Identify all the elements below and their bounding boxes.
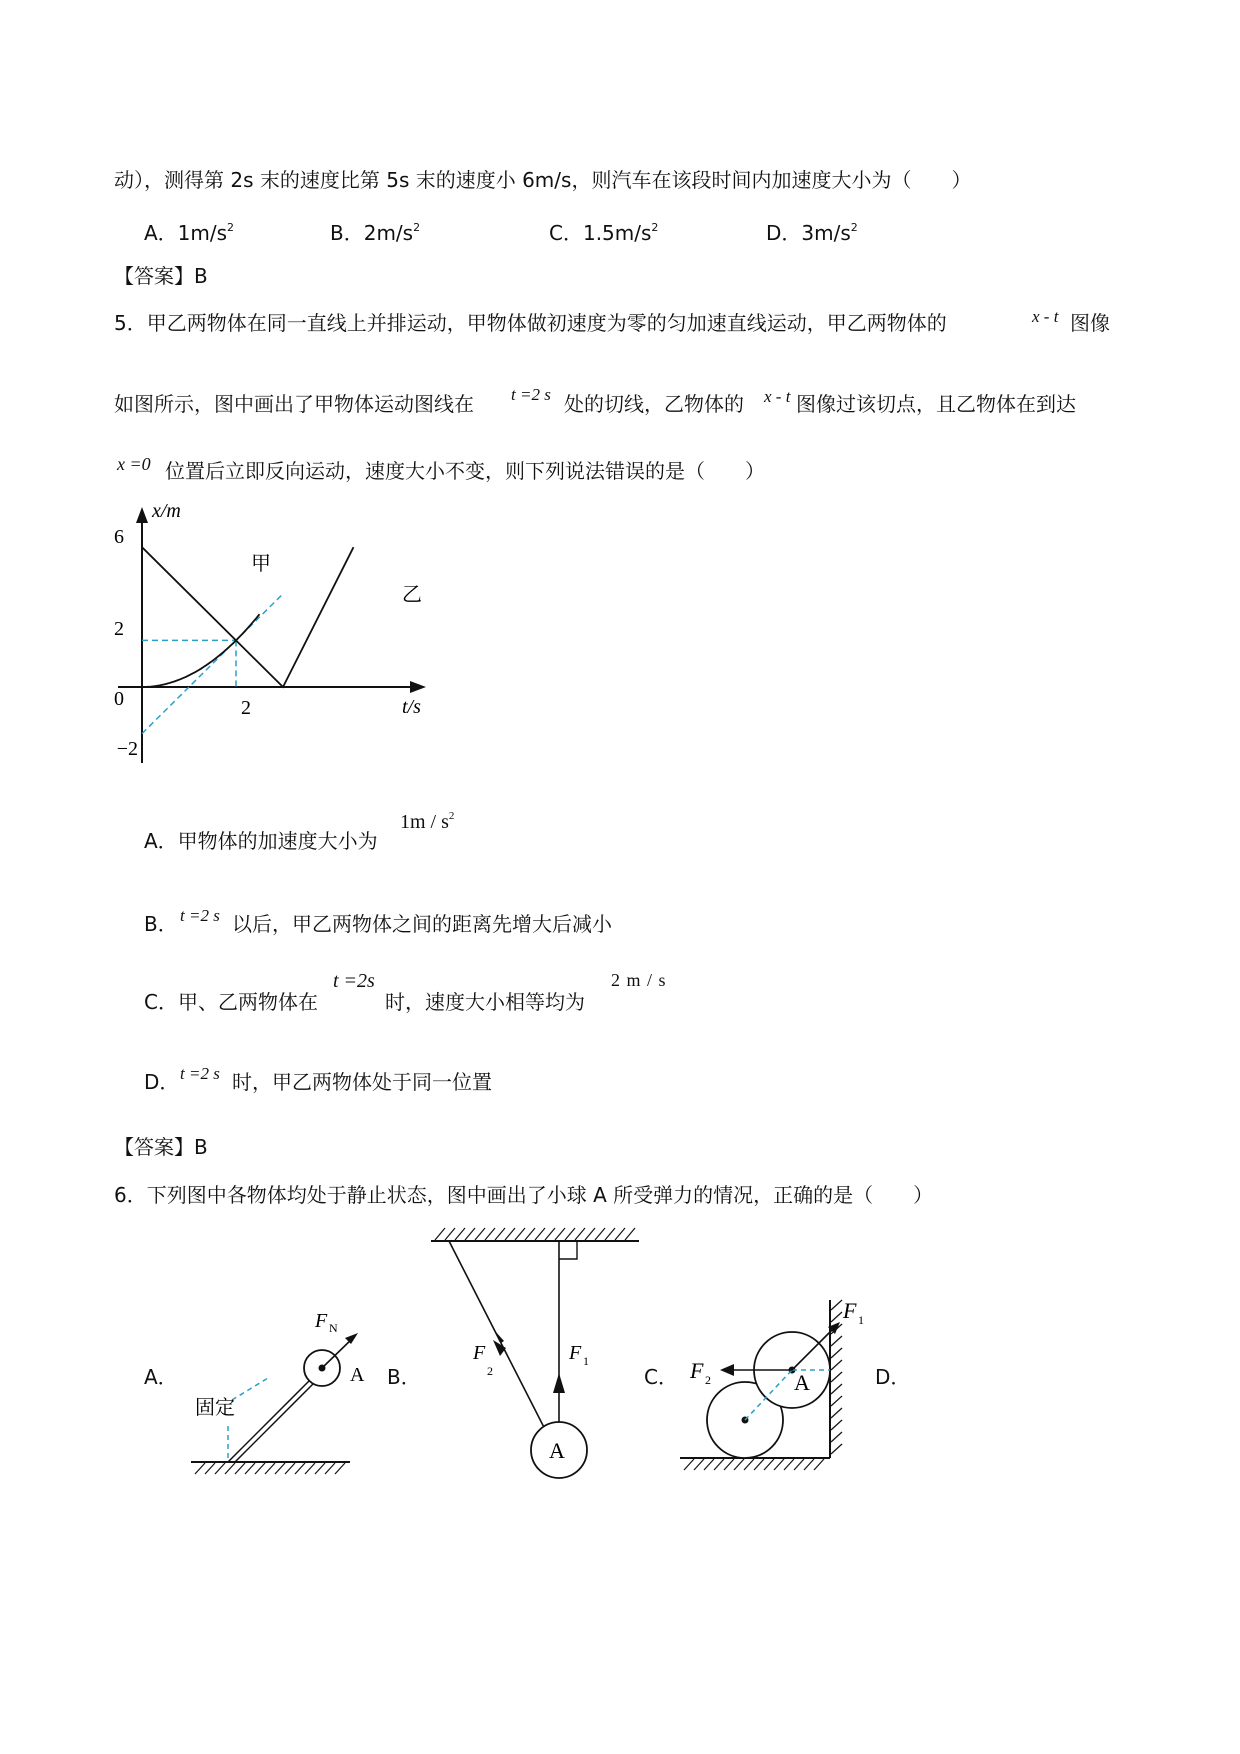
q6-text: 6．下列图中各物体均处于静止状态，图中画出了小球 A 所受弹力的情况，正确的是（ ） xyxy=(114,1183,934,1207)
q5-xt-1: x - t xyxy=(1032,307,1059,326)
q5-line3: 位置后立即反向运动，速度大小不变，则下列说法错误的是（ ） xyxy=(165,459,765,483)
svg-text:1: 1 xyxy=(858,1313,864,1327)
q6-label-c: C． xyxy=(644,1365,678,1389)
q5-xt-2: x - t xyxy=(764,387,791,406)
q4-text: 动），测得第 2s 末的速度比第 5s 末的速度小 6m/s，则汽车在该段时间内加速度大小为（ ） xyxy=(114,168,972,192)
svg-text:F: F xyxy=(473,1342,486,1364)
q4-option-b: B．$2m/s^2$ xyxy=(330,221,421,245)
svg-text:2: 2 xyxy=(487,1364,493,1378)
q5-x0: x =0 xyxy=(117,454,151,474)
q4-answer: 【答案】B xyxy=(114,264,208,288)
q5-xt-graph xyxy=(100,495,440,780)
q5-line1: 5．甲乙两物体在同一直线上并排运动，甲物体做初速度为零的匀加速直线运动，甲乙两物体的 xyxy=(114,311,947,335)
y-tick-0: 0 xyxy=(114,688,124,710)
svg-text:A: A xyxy=(350,1364,365,1386)
q5-line2a: 如图所示，图中画出了甲物体运动图线在 xyxy=(114,392,474,416)
q5-option-d-prefix: D． xyxy=(144,1070,180,1094)
series-yi xyxy=(142,547,354,687)
q6-figure-b xyxy=(425,1225,645,1495)
q5-option-d-text: 时，甲乙两物体处于同一位置 xyxy=(232,1070,492,1094)
q5-option-b-t: t =2 s xyxy=(180,906,220,925)
q6-figure-c xyxy=(680,1290,864,1480)
q5-option-c-t: t =2s xyxy=(333,970,375,992)
svg-text:1: 1 xyxy=(583,1354,589,1368)
q6-figure-a xyxy=(185,1300,365,1480)
x-tick-2: 2 xyxy=(241,697,251,719)
y-tick-neg2: −2 xyxy=(116,738,138,760)
q5-option-c-mid: 时，速度大小相等均为 xyxy=(385,990,585,1014)
y-tick-2: 2 xyxy=(114,618,124,640)
label-yi: 乙 xyxy=(402,584,422,606)
x-axis-label: t/s xyxy=(402,696,421,718)
q5-option-d-t: t =2 s xyxy=(180,1064,220,1083)
svg-text:A: A xyxy=(794,1370,810,1395)
svg-text:F: F xyxy=(315,1310,328,1332)
q5-option-c-value: 2 m / s xyxy=(611,970,667,990)
q5-line2b: 处的切线，乙物体的 xyxy=(564,392,744,416)
label-jia: 甲 xyxy=(251,553,271,575)
y-tick-6: 6 xyxy=(114,526,124,548)
q5-option-b-text: 以后，甲乙两物体之间的距离先增大后减小 xyxy=(232,912,612,936)
q5-answer: 【答案】B xyxy=(114,1135,208,1159)
q6-label-b: B． xyxy=(387,1365,421,1389)
q5-option-b-prefix: B． xyxy=(144,912,178,936)
tangent-line xyxy=(142,594,283,734)
x-axis-arrow xyxy=(410,681,426,693)
q5-option-a: A．甲物体的加速度大小为 xyxy=(144,829,378,853)
q5-line2c: 图像过该切点，且乙物体在到达 xyxy=(796,392,1076,416)
svg-text:N: N xyxy=(329,1321,338,1335)
q6-label-a: A． xyxy=(144,1365,178,1389)
q4-option-d: D．$3m/s^2$ xyxy=(766,221,858,245)
svg-text:F: F xyxy=(843,1298,857,1323)
svg-text:A: A xyxy=(549,1438,565,1463)
y-axis-label: x/m xyxy=(152,500,181,522)
y-axis-arrow xyxy=(136,507,148,523)
q4-option-c: C．$1.5m/s^2$ xyxy=(549,221,659,245)
svg-text:固定: 固定 xyxy=(195,1397,235,1419)
svg-text:2: 2 xyxy=(705,1373,711,1387)
svg-text:F: F xyxy=(690,1358,704,1383)
q5-line1-tail: 图像 xyxy=(1070,311,1110,335)
q4-option-a: A．$1m/s^2$ xyxy=(144,221,235,245)
q5-t2s-1: t =2 s xyxy=(511,385,551,404)
q6-label-d: D． xyxy=(875,1365,911,1389)
q5-option-a-value: $1m / s^2$ xyxy=(400,810,455,833)
svg-text:F: F xyxy=(569,1342,582,1364)
q5-option-c-prefix: C．甲、乙两物体在 xyxy=(144,990,318,1014)
